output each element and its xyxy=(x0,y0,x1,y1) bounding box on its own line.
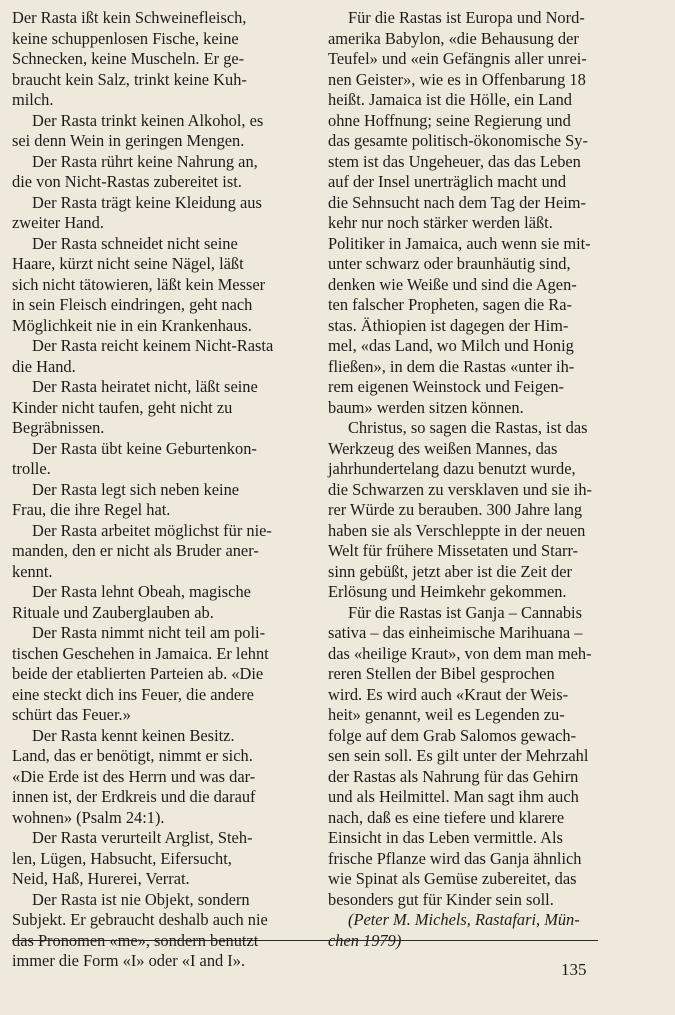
text-line: sinn gebüßt, jetzt aber ist die Zeit der xyxy=(328,561,572,581)
text-line: die Schwarzen zu versklaven und sie ih- xyxy=(328,479,592,499)
text-line: sativa – das einheimische Marihuana – xyxy=(328,623,583,642)
text-line: wohnen» (Psalm 24:1). xyxy=(12,807,165,827)
page-number: 135 xyxy=(561,960,587,979)
text-line: «Die Erde ist des Herrn und was dar- xyxy=(12,766,256,786)
text-line: ohne Hoffnung; seine Regierung und xyxy=(328,110,571,130)
text-line: Der Rasta lehnt Obeah, magische xyxy=(32,582,251,601)
text-line: Kinder nicht taufen, geht nicht zu xyxy=(12,397,233,417)
text-line: Werkzeug des weißen Mannes, das xyxy=(328,438,558,458)
text-line: Der Rasta trägt keine Kleidung aus xyxy=(32,192,262,212)
text-line: der Rastas als Nahrung für das Gehirn xyxy=(328,766,579,786)
text-line: baum» werden sitzen können. xyxy=(328,397,524,417)
text-line: die Hand. xyxy=(12,356,76,376)
text-line: tischen Geschehen in Jamaica. Er lehnt xyxy=(12,643,269,663)
text-line: schürt das Feuer.» xyxy=(12,705,131,724)
text-line: Rituale und Zauberglauben ab. xyxy=(12,602,214,622)
text-line: amerika Babylon, «die Behausung der xyxy=(328,28,579,48)
text-line: len, Lügen, Habsucht, Eifersucht, xyxy=(12,848,232,868)
text-line: unter schwarz oder braunhäutig sind, xyxy=(328,254,571,273)
text-line: Für die Rastas ist Europa und Nord- xyxy=(348,8,585,27)
text-line: Der Rasta rührt keine Nahrung an, xyxy=(32,151,258,171)
text-line: sich nicht tätowieren, läßt kein Messer xyxy=(12,274,266,294)
text-line: Land, das er benötigt, nimmt er sich. xyxy=(12,746,253,765)
text-line: denken wie Weiße und sind die Agen- xyxy=(328,274,577,294)
text-line: Der Rasta übt keine Geburtenkon- xyxy=(32,438,257,458)
text-line: kennt. xyxy=(12,561,53,581)
text-line: Neid, Haß, Hurerei, Verrat. xyxy=(12,869,190,888)
text-line: Einsicht in das Leben vermittle. Als xyxy=(328,828,563,847)
text-line: Christus, so sagen die Rastas, ist das xyxy=(348,418,588,437)
text-line: rem eigenen Weinstock und Feigen- xyxy=(328,377,564,396)
text-line: mel, «das Land, wo Milch und Honig xyxy=(328,336,574,355)
text-line: (Peter M. Michels, Rastafari, Mün- xyxy=(348,910,580,929)
text-line: trolle. xyxy=(12,459,51,478)
text-line: sei denn Wein in geringen Mengen. xyxy=(12,131,245,150)
text-line: stem ist das Ungeheuer, das das Leben xyxy=(328,151,581,171)
text-line: beide der etablierten Parteien ab. «Die xyxy=(12,664,264,683)
text-line: Begräbnissen. xyxy=(12,418,105,437)
footer-rule xyxy=(12,940,598,941)
text-line: chen 1979) xyxy=(328,930,402,950)
text-line: Frau, die ihre Regel hat. xyxy=(12,500,171,519)
text-line: Der Rasta ist nie Objekt, sondern xyxy=(32,889,250,909)
text-line: das Pronomen «me», sondern benutzt xyxy=(12,930,259,950)
text-line: milch. xyxy=(12,90,54,109)
text-line: nach, daß es eine tiefere und klarere xyxy=(328,807,565,827)
text-line: stas. Äthiopien ist dagegen der Him- xyxy=(328,315,569,335)
text-line: und als Heilmittel. Man sagt ihm auch xyxy=(328,787,579,806)
text-line: wird. Es wird auch «Kraut der Weis- xyxy=(328,684,569,704)
text-line: Der Rasta reicht keinem Nicht-Rasta xyxy=(32,336,274,355)
text-line: auf der Insel unerträglich macht und xyxy=(328,172,567,191)
text-line: Welt für frühere Missetaten und Starr- xyxy=(328,541,579,560)
left-text-column xyxy=(12,8,304,972)
text-line: manden, den er nicht als Bruder aner- xyxy=(12,541,259,560)
text-line: keine schuppenlosen Fische, keine xyxy=(12,28,239,48)
text-line: Subjekt. Er gebraucht deshalb auch nie xyxy=(12,910,268,929)
text-line: das «heilige Kraut», von dem man meh- xyxy=(328,643,592,663)
text-line: in sein Fleisch eindringen, geht nach xyxy=(12,295,253,314)
text-line: sen sein soll. Es gilt unter der Mehrzahl xyxy=(328,746,589,765)
text-line: immer die Form «I» oder «I and I». xyxy=(12,951,246,970)
text-line: wie Spinat als Gemüse zubereitet, das xyxy=(328,869,577,888)
text-line: das gesamte politisch-ökonomische Sy- xyxy=(328,131,588,150)
text-line: heit» genannt, weil es Legenden zu- xyxy=(328,705,565,724)
text-line: Haare, kürzt nicht seine Nägel, läßt xyxy=(12,254,244,273)
text-line: Der Rasta kennt keinen Besitz. xyxy=(32,725,235,745)
text-line: Der Rasta trinkt keinen Alkohol, es xyxy=(32,110,264,130)
text-line: frische Pflanze wird das Ganja ähnlich xyxy=(328,848,582,868)
text-line: Schnecken, keine Muscheln. Er ge- xyxy=(12,49,245,68)
text-line: Für die Rastas ist Ganja – Cannabis xyxy=(348,602,582,622)
text-line: Der Rasta verurteilt Arglist, Steh- xyxy=(32,828,253,847)
text-line: ten falscher Propheten, sagen die Ra- xyxy=(328,295,572,314)
text-line: rer Würde zu berauben. 300 Jahre lang xyxy=(328,500,583,519)
text-line: fließen», in dem die Rastas «unter ih- xyxy=(328,356,575,376)
text-line: haben sie als Verschleppte in der neuen xyxy=(328,520,586,540)
text-line: braucht kein Salz, trinkt keine Kuh- xyxy=(12,69,247,89)
text-line: Der Rasta ißt kein Schweinefleisch, xyxy=(12,8,247,27)
text-line: Der Rasta arbeitet möglichst für nie- xyxy=(32,520,272,540)
text-line: heißt. Jamaica ist die Hölle, ein Land xyxy=(328,90,572,109)
text-line: nen Geister», wie es in Offenbarung 18 xyxy=(328,69,586,89)
text-line: Möglichkeit nie in ein Krankenhaus. xyxy=(12,315,252,335)
text-line: die von Nicht-Rastas zubereitet ist. xyxy=(12,172,242,191)
text-line: kehr nur noch stärker werden läßt. xyxy=(328,213,553,232)
text-line: zweiter Hand. xyxy=(12,213,104,232)
text-line: eine steckt dich ins Feuer, die andere xyxy=(12,684,254,704)
text-line: Der Rasta heiratet nicht, läßt seine xyxy=(32,377,258,396)
text-line: Der Rasta nimmt nicht teil am poli- xyxy=(32,623,266,642)
text-line: Politiker in Jamaica, auch wenn sie mit- xyxy=(328,233,591,253)
text-line: folge auf dem Grab Salomos gewach- xyxy=(328,725,577,745)
text-line: Erlösung und Heimkehr gekommen. xyxy=(328,582,567,601)
text-line: jahrhundertelang dazu benutzt wurde, xyxy=(328,459,576,478)
text-line: Der Rasta legt sich neben keine xyxy=(32,479,240,499)
text-line: reren Stellen der Bibel gesprochen xyxy=(328,664,555,683)
text-line: besonders gut für Kinder sein soll. xyxy=(328,889,554,909)
text-line: Teufel» und «ein Gefängnis aller unrei- xyxy=(328,49,587,68)
text-line: Der Rasta schneidet nicht seine xyxy=(32,233,238,253)
right-text-column xyxy=(328,8,628,951)
text-line: innen ist, der Erdkreis und die darauf xyxy=(12,787,256,806)
text-line: die Sehnsucht nach dem Tag der Heim- xyxy=(328,192,586,212)
